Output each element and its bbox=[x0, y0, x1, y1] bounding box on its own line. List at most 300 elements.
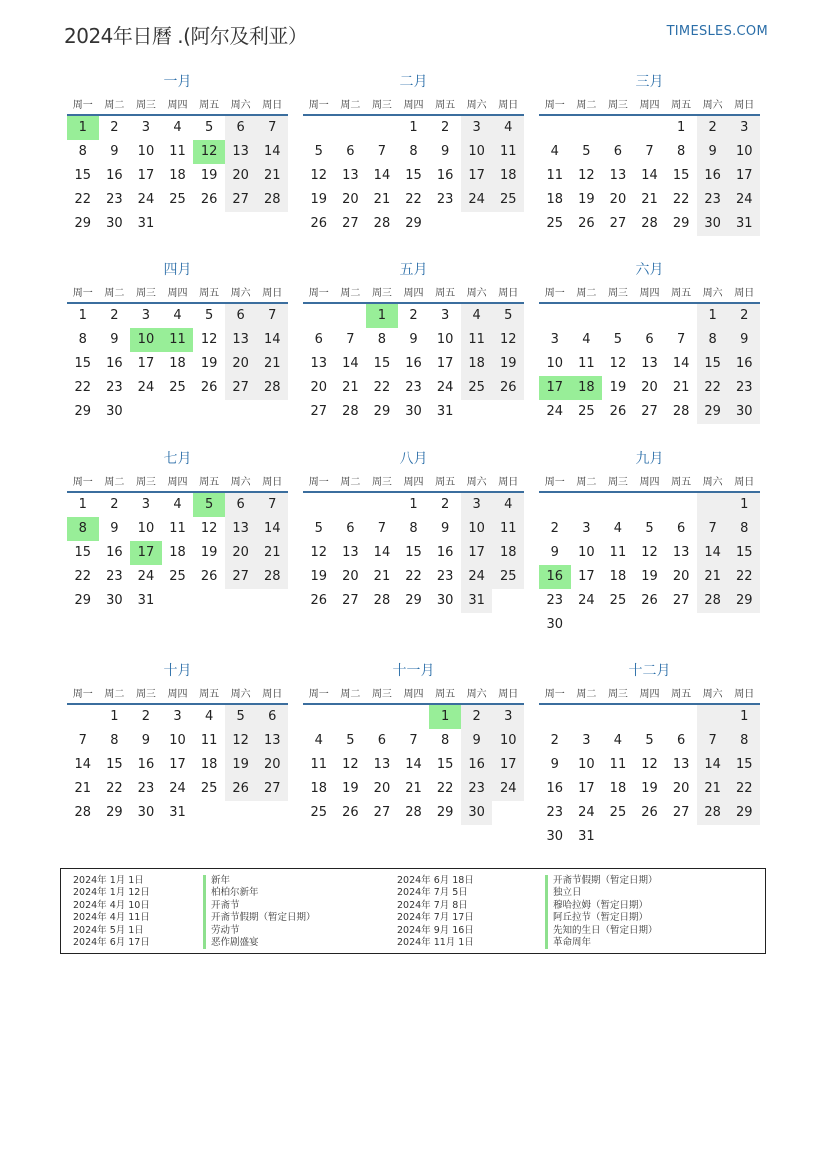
day-cell: 6 bbox=[676, 733, 686, 748]
day-cell: 8 bbox=[110, 733, 119, 748]
day-cell: 2 bbox=[141, 709, 151, 724]
brand-link[interactable]: TIMESLES.COM bbox=[666, 24, 768, 39]
weekday-label: 周五 bbox=[435, 476, 456, 488]
day-cell: 24 bbox=[578, 593, 595, 608]
day-cell: 22 bbox=[106, 781, 123, 796]
day-cell: 2 bbox=[550, 733, 559, 748]
empty-day bbox=[366, 493, 398, 517]
empty-day bbox=[571, 705, 603, 729]
day-cell: 26 bbox=[342, 805, 359, 820]
day-cell: 22 bbox=[728, 565, 760, 589]
day-cell: 23 bbox=[697, 188, 729, 212]
weekday-label: 周三 bbox=[371, 287, 392, 299]
day-cell: 24 bbox=[492, 777, 524, 801]
month-6 bbox=[539, 260, 760, 424]
empty-day bbox=[256, 212, 288, 236]
empty-day bbox=[602, 493, 634, 517]
day-cell: 10 bbox=[461, 140, 493, 164]
weekday-header bbox=[539, 469, 760, 493]
weekday-label: 周一 bbox=[544, 688, 565, 700]
week-row bbox=[67, 400, 288, 424]
weekday-label: 周三 bbox=[371, 688, 392, 700]
day-cell: 14 bbox=[342, 356, 359, 371]
empty-day bbox=[492, 801, 524, 825]
week-row bbox=[539, 164, 760, 188]
week-row bbox=[303, 116, 524, 140]
day-cell: 2 bbox=[409, 308, 418, 323]
month-3 bbox=[539, 72, 760, 236]
day-cell: 22 bbox=[672, 192, 690, 207]
day-cell: 20 bbox=[310, 380, 328, 395]
day-cell: 16 bbox=[461, 753, 493, 777]
day-cell: 9 bbox=[440, 144, 450, 159]
weekday-label: 周三 bbox=[135, 688, 156, 700]
day-cell: 24 bbox=[137, 192, 155, 207]
day-cell: 10 bbox=[578, 545, 595, 560]
day-cell: 14 bbox=[373, 168, 391, 183]
week-row bbox=[67, 589, 288, 613]
day-cell: 13 bbox=[310, 356, 328, 371]
day-cell: 28 bbox=[74, 805, 92, 820]
day-cell: 4 bbox=[173, 120, 182, 135]
weekday-label: 周四 bbox=[167, 476, 188, 488]
weekday-label: 周五 bbox=[199, 99, 220, 111]
weekday-label: 周六 bbox=[702, 476, 723, 488]
day-cell: 17 bbox=[461, 541, 493, 565]
day-cell: 7 bbox=[346, 332, 355, 347]
empty-day bbox=[602, 825, 634, 849]
weekday-label: 周三 bbox=[135, 287, 156, 299]
day-cell: 11 bbox=[310, 757, 328, 772]
day-cell: 27 bbox=[641, 404, 658, 419]
week-row bbox=[539, 328, 760, 352]
day-cell: 17 bbox=[492, 753, 524, 777]
holiday-date: 2024年 1月 1日 bbox=[73, 875, 144, 886]
day-cell: 2 bbox=[697, 116, 729, 140]
week-row bbox=[67, 493, 288, 517]
day-cell: 1 bbox=[676, 120, 686, 135]
week-row bbox=[67, 729, 288, 753]
week-row bbox=[303, 164, 524, 188]
day-cell: 14 bbox=[373, 545, 391, 560]
weekday-header bbox=[303, 469, 524, 493]
day-cell: 30 bbox=[546, 617, 564, 632]
day-cell: 5 bbox=[582, 144, 591, 159]
day-cell: 28 bbox=[641, 216, 658, 231]
day-cell: 14 bbox=[672, 356, 690, 371]
day-cell: 9 bbox=[697, 140, 729, 164]
day-cell: 29 bbox=[373, 404, 391, 419]
page-title: 2024年日曆 .(阿尔及利亚） bbox=[64, 24, 308, 48]
day-cell: 9 bbox=[141, 733, 151, 748]
day-cell: 3 bbox=[141, 497, 151, 512]
day-cell: 27 bbox=[672, 593, 690, 608]
day-cell: 21 bbox=[373, 192, 391, 207]
empty-day bbox=[429, 212, 461, 236]
month-name: 五月 bbox=[399, 262, 428, 278]
day-cell: 3 bbox=[582, 521, 591, 536]
day-cell: 9 bbox=[550, 757, 559, 772]
day-cell: 8 bbox=[440, 733, 450, 748]
day-cell: 7 bbox=[256, 304, 288, 328]
day-cell: 25 bbox=[169, 192, 186, 207]
day-cell: 4 bbox=[582, 332, 591, 347]
day-cell: 23 bbox=[106, 192, 123, 207]
weekday-label: 周五 bbox=[671, 688, 692, 700]
empty-day bbox=[303, 116, 335, 140]
day-cell: 19 bbox=[200, 545, 218, 560]
day-cell: 5 bbox=[492, 304, 524, 328]
empty-day bbox=[697, 493, 729, 517]
day-cell: 20 bbox=[672, 569, 690, 584]
day-cell: 11 bbox=[492, 140, 524, 164]
weekday-label: 周五 bbox=[199, 287, 220, 299]
week-row bbox=[67, 801, 288, 825]
day-cell: 26 bbox=[200, 380, 218, 395]
month-10 bbox=[67, 661, 288, 825]
day-cell: 11 bbox=[169, 521, 186, 536]
day-cell: 13 bbox=[672, 757, 690, 772]
week-row bbox=[539, 753, 760, 777]
empty-day bbox=[303, 304, 335, 328]
day-cell: 5 bbox=[193, 493, 225, 517]
day-cell: 3 bbox=[461, 493, 493, 517]
day-cell: 11 bbox=[169, 144, 186, 159]
weekday-header bbox=[539, 280, 760, 304]
day-cell: 25 bbox=[169, 569, 186, 584]
day-cell: 17 bbox=[578, 569, 595, 584]
empty-day bbox=[634, 493, 666, 517]
day-cell: 13 bbox=[225, 517, 257, 541]
weekday-label: 周六 bbox=[702, 688, 723, 700]
week-row bbox=[67, 328, 288, 352]
day-cell: 14 bbox=[405, 757, 422, 772]
day-cell: 10 bbox=[137, 521, 155, 536]
holiday-date: 2024年 7月 8日 bbox=[397, 899, 468, 911]
day-cell: 19 bbox=[609, 380, 627, 395]
day-cell: 20 bbox=[342, 192, 359, 207]
week-row bbox=[303, 304, 524, 328]
day-cell: 13 bbox=[342, 545, 359, 560]
day-cell: 25 bbox=[578, 404, 595, 419]
weekday-label: 周一 bbox=[72, 476, 93, 488]
day-cell: 22 bbox=[697, 376, 729, 400]
day-cell: 25 bbox=[546, 216, 564, 231]
day-cell: 10 bbox=[130, 328, 162, 352]
week-row bbox=[303, 753, 524, 777]
weekday-label: 周六 bbox=[230, 287, 251, 299]
weekday-label: 周二 bbox=[576, 287, 597, 299]
day-cell: 24 bbox=[578, 805, 595, 820]
day-cell: 3 bbox=[728, 116, 760, 140]
day-cell: 28 bbox=[256, 376, 288, 400]
weekday-label: 周二 bbox=[104, 476, 125, 488]
week-row bbox=[67, 517, 288, 541]
day-cell: 1 bbox=[409, 497, 418, 512]
day-cell: 25 bbox=[492, 565, 524, 589]
day-cell: 12 bbox=[225, 729, 257, 753]
day-cell: 7 bbox=[256, 493, 288, 517]
empty-day bbox=[665, 825, 697, 849]
month-7 bbox=[67, 449, 288, 613]
day-cell: 3 bbox=[440, 308, 450, 323]
day-cell: 23 bbox=[546, 593, 564, 608]
empty-day bbox=[571, 613, 603, 637]
day-cell: 23 bbox=[461, 777, 493, 801]
empty-day bbox=[665, 304, 697, 328]
day-cell: 25 bbox=[609, 593, 627, 608]
day-cell: 27 bbox=[225, 565, 257, 589]
day-cell: 7 bbox=[676, 332, 686, 347]
day-cell: 12 bbox=[200, 332, 218, 347]
day-cell: 20 bbox=[373, 781, 391, 796]
day-cell: 17 bbox=[137, 168, 155, 183]
day-cell: 21 bbox=[256, 541, 288, 565]
day-cell: 29 bbox=[436, 805, 454, 820]
weekday-label: 周日 bbox=[498, 99, 519, 111]
day-cell: 29 bbox=[74, 216, 92, 231]
week-row bbox=[539, 801, 760, 825]
weekday-label: 周四 bbox=[167, 99, 188, 111]
day-cell: 12 bbox=[193, 140, 225, 164]
empty-day bbox=[728, 825, 760, 849]
weekday-header bbox=[67, 469, 288, 493]
weekday-label: 周二 bbox=[104, 688, 125, 700]
day-cell: 29 bbox=[697, 400, 729, 424]
month-name: 六月 bbox=[635, 262, 664, 278]
month-8 bbox=[303, 449, 524, 613]
weekday-label: 周一 bbox=[72, 688, 93, 700]
day-cell: 8 bbox=[377, 332, 387, 347]
day-cell: 13 bbox=[342, 168, 359, 183]
week-row bbox=[303, 212, 524, 236]
day-cell: 29 bbox=[405, 593, 422, 608]
day-cell: 4 bbox=[204, 709, 214, 724]
day-cell: 16 bbox=[137, 757, 155, 772]
week-row bbox=[539, 116, 760, 140]
day-cell: 18 bbox=[169, 545, 186, 560]
day-cell: 7 bbox=[377, 144, 387, 159]
day-cell: 13 bbox=[641, 356, 658, 371]
weekday-header bbox=[67, 280, 288, 304]
weekday-label: 周四 bbox=[167, 287, 188, 299]
day-cell: 16 bbox=[539, 565, 571, 589]
empty-day bbox=[492, 212, 524, 236]
day-cell: 29 bbox=[728, 589, 760, 613]
weekday-label: 周五 bbox=[199, 688, 220, 700]
day-cell: 19 bbox=[641, 781, 658, 796]
day-cell: 8 bbox=[409, 521, 418, 536]
holiday-name: 柏柏尔新年 bbox=[203, 887, 316, 899]
day-cell: 20 bbox=[225, 352, 257, 376]
holiday-name: 新年 bbox=[203, 875, 316, 887]
weekday-label: 周三 bbox=[607, 476, 628, 488]
day-cell: 8 bbox=[676, 144, 686, 159]
week-row bbox=[303, 541, 524, 565]
weekday-label: 周一 bbox=[308, 688, 329, 700]
day-cell: 17 bbox=[461, 164, 493, 188]
month-name: 十月 bbox=[163, 663, 192, 679]
month-1 bbox=[67, 72, 288, 236]
day-cell: 13 bbox=[256, 729, 288, 753]
month-2 bbox=[303, 72, 524, 236]
day-cell: 22 bbox=[74, 569, 92, 584]
weekday-label: 周五 bbox=[671, 99, 692, 111]
month-name: 十一月 bbox=[392, 663, 435, 679]
empty-day bbox=[130, 400, 162, 424]
day-cell: 3 bbox=[492, 705, 524, 729]
weekday-label: 周六 bbox=[702, 99, 723, 111]
day-cell: 14 bbox=[641, 168, 658, 183]
week-row bbox=[539, 705, 760, 729]
week-row bbox=[303, 400, 524, 424]
day-cell: 24 bbox=[461, 188, 493, 212]
week-row bbox=[67, 777, 288, 801]
weekday-header bbox=[539, 92, 760, 116]
day-cell: 3 bbox=[461, 116, 493, 140]
day-cell: 6 bbox=[613, 144, 623, 159]
week-row bbox=[67, 541, 288, 565]
week-row bbox=[539, 777, 760, 801]
empty-day bbox=[193, 589, 225, 613]
holiday-dates-left bbox=[73, 875, 150, 949]
weekday-label: 周五 bbox=[435, 688, 456, 700]
week-row bbox=[67, 212, 288, 236]
day-cell: 6 bbox=[314, 332, 323, 347]
day-cell: 22 bbox=[373, 380, 391, 395]
weekday-label: 周三 bbox=[135, 476, 156, 488]
day-cell: 30 bbox=[106, 593, 123, 608]
week-row bbox=[303, 565, 524, 589]
day-cell: 26 bbox=[609, 404, 627, 419]
day-cell: 27 bbox=[672, 805, 690, 820]
day-cell: 17 bbox=[728, 164, 760, 188]
week-row bbox=[67, 188, 288, 212]
week-row bbox=[303, 376, 524, 400]
day-cell: 25 bbox=[169, 380, 186, 395]
week-row bbox=[67, 705, 288, 729]
day-cell: 23 bbox=[728, 376, 760, 400]
day-cell: 16 bbox=[106, 356, 123, 371]
day-cell: 23 bbox=[546, 805, 564, 820]
day-cell: 6 bbox=[225, 116, 257, 140]
day-cell: 30 bbox=[436, 593, 454, 608]
empty-day bbox=[398, 705, 430, 729]
week-row bbox=[303, 801, 524, 825]
day-cell: 24 bbox=[169, 781, 186, 796]
day-cell: 16 bbox=[546, 781, 564, 796]
empty-day bbox=[665, 705, 697, 729]
weekday-label: 周六 bbox=[230, 688, 251, 700]
weekday-label: 周二 bbox=[340, 476, 361, 488]
day-cell: 23 bbox=[405, 380, 422, 395]
day-cell: 2 bbox=[110, 497, 119, 512]
day-cell: 27 bbox=[225, 376, 257, 400]
day-cell: 23 bbox=[106, 380, 123, 395]
weekday-label: 周日 bbox=[262, 476, 283, 488]
day-cell: 11 bbox=[492, 517, 524, 541]
empty-day bbox=[571, 116, 603, 140]
day-cell: 1 bbox=[78, 308, 87, 323]
weekday-label: 周三 bbox=[135, 99, 156, 111]
day-cell: 18 bbox=[169, 168, 186, 183]
day-cell: 19 bbox=[492, 352, 524, 376]
day-cell: 25 bbox=[492, 188, 524, 212]
day-cell: 6 bbox=[346, 521, 355, 536]
weekday-label: 周一 bbox=[544, 287, 565, 299]
day-cell: 16 bbox=[436, 168, 454, 183]
day-cell: 6 bbox=[225, 493, 257, 517]
holiday-name: 独立日 bbox=[545, 887, 658, 899]
day-cell: 20 bbox=[672, 781, 690, 796]
day-cell: 7 bbox=[697, 517, 729, 541]
empty-day bbox=[162, 400, 194, 424]
weekday-label: 周四 bbox=[403, 99, 424, 111]
day-cell: 6 bbox=[676, 521, 686, 536]
empty-day bbox=[162, 589, 194, 613]
day-cell: 18 bbox=[492, 541, 524, 565]
day-cell: 31 bbox=[137, 216, 155, 231]
empty-day bbox=[225, 400, 257, 424]
day-cell: 29 bbox=[405, 216, 422, 231]
empty-day bbox=[335, 304, 367, 328]
holiday-date: 2024年 5月 1日 bbox=[73, 924, 144, 936]
weekday-label: 周二 bbox=[576, 99, 597, 111]
day-cell: 13 bbox=[225, 140, 257, 164]
day-cell: 25 bbox=[461, 376, 493, 400]
day-cell: 30 bbox=[137, 805, 155, 820]
day-cell: 25 bbox=[609, 805, 627, 820]
holiday-date: 2024年 6月 18日 bbox=[397, 875, 474, 886]
week-row bbox=[303, 589, 524, 613]
day-cell: 5 bbox=[645, 733, 654, 748]
weekday-label: 周六 bbox=[230, 476, 251, 488]
day-cell: 11 bbox=[578, 356, 595, 371]
weekday-label: 周日 bbox=[734, 287, 755, 299]
day-cell: 14 bbox=[256, 517, 288, 541]
week-row bbox=[303, 328, 524, 352]
weekday-label: 周四 bbox=[403, 287, 424, 299]
day-cell: 16 bbox=[728, 352, 760, 376]
day-cell: 30 bbox=[546, 829, 564, 844]
month-4 bbox=[67, 260, 288, 424]
weekday-label: 周六 bbox=[466, 287, 487, 299]
empty-day bbox=[335, 116, 367, 140]
holiday-name: 劳动节 bbox=[203, 925, 316, 937]
week-row bbox=[539, 212, 760, 236]
empty-day bbox=[303, 705, 335, 729]
day-cell: 20 bbox=[256, 753, 288, 777]
weekday-label: 周五 bbox=[199, 476, 220, 488]
week-row bbox=[539, 188, 760, 212]
day-cell: 1 bbox=[67, 116, 99, 140]
day-cell: 27 bbox=[373, 805, 391, 820]
holiday-names-right bbox=[545, 875, 658, 949]
holiday-name: 开斋节假期（暂定日期） bbox=[545, 875, 658, 887]
empty-day bbox=[602, 116, 634, 140]
day-cell: 19 bbox=[200, 356, 218, 371]
day-cell: 21 bbox=[641, 192, 658, 207]
day-cell: 5 bbox=[346, 733, 355, 748]
day-cell: 26 bbox=[310, 593, 328, 608]
weekday-label: 周二 bbox=[576, 476, 597, 488]
weekday-label: 周一 bbox=[72, 99, 93, 111]
week-row bbox=[67, 116, 288, 140]
week-row bbox=[303, 188, 524, 212]
day-cell: 22 bbox=[405, 569, 422, 584]
day-cell: 24 bbox=[461, 565, 493, 589]
holiday-name: 恶作剧盛宴 bbox=[203, 937, 316, 949]
